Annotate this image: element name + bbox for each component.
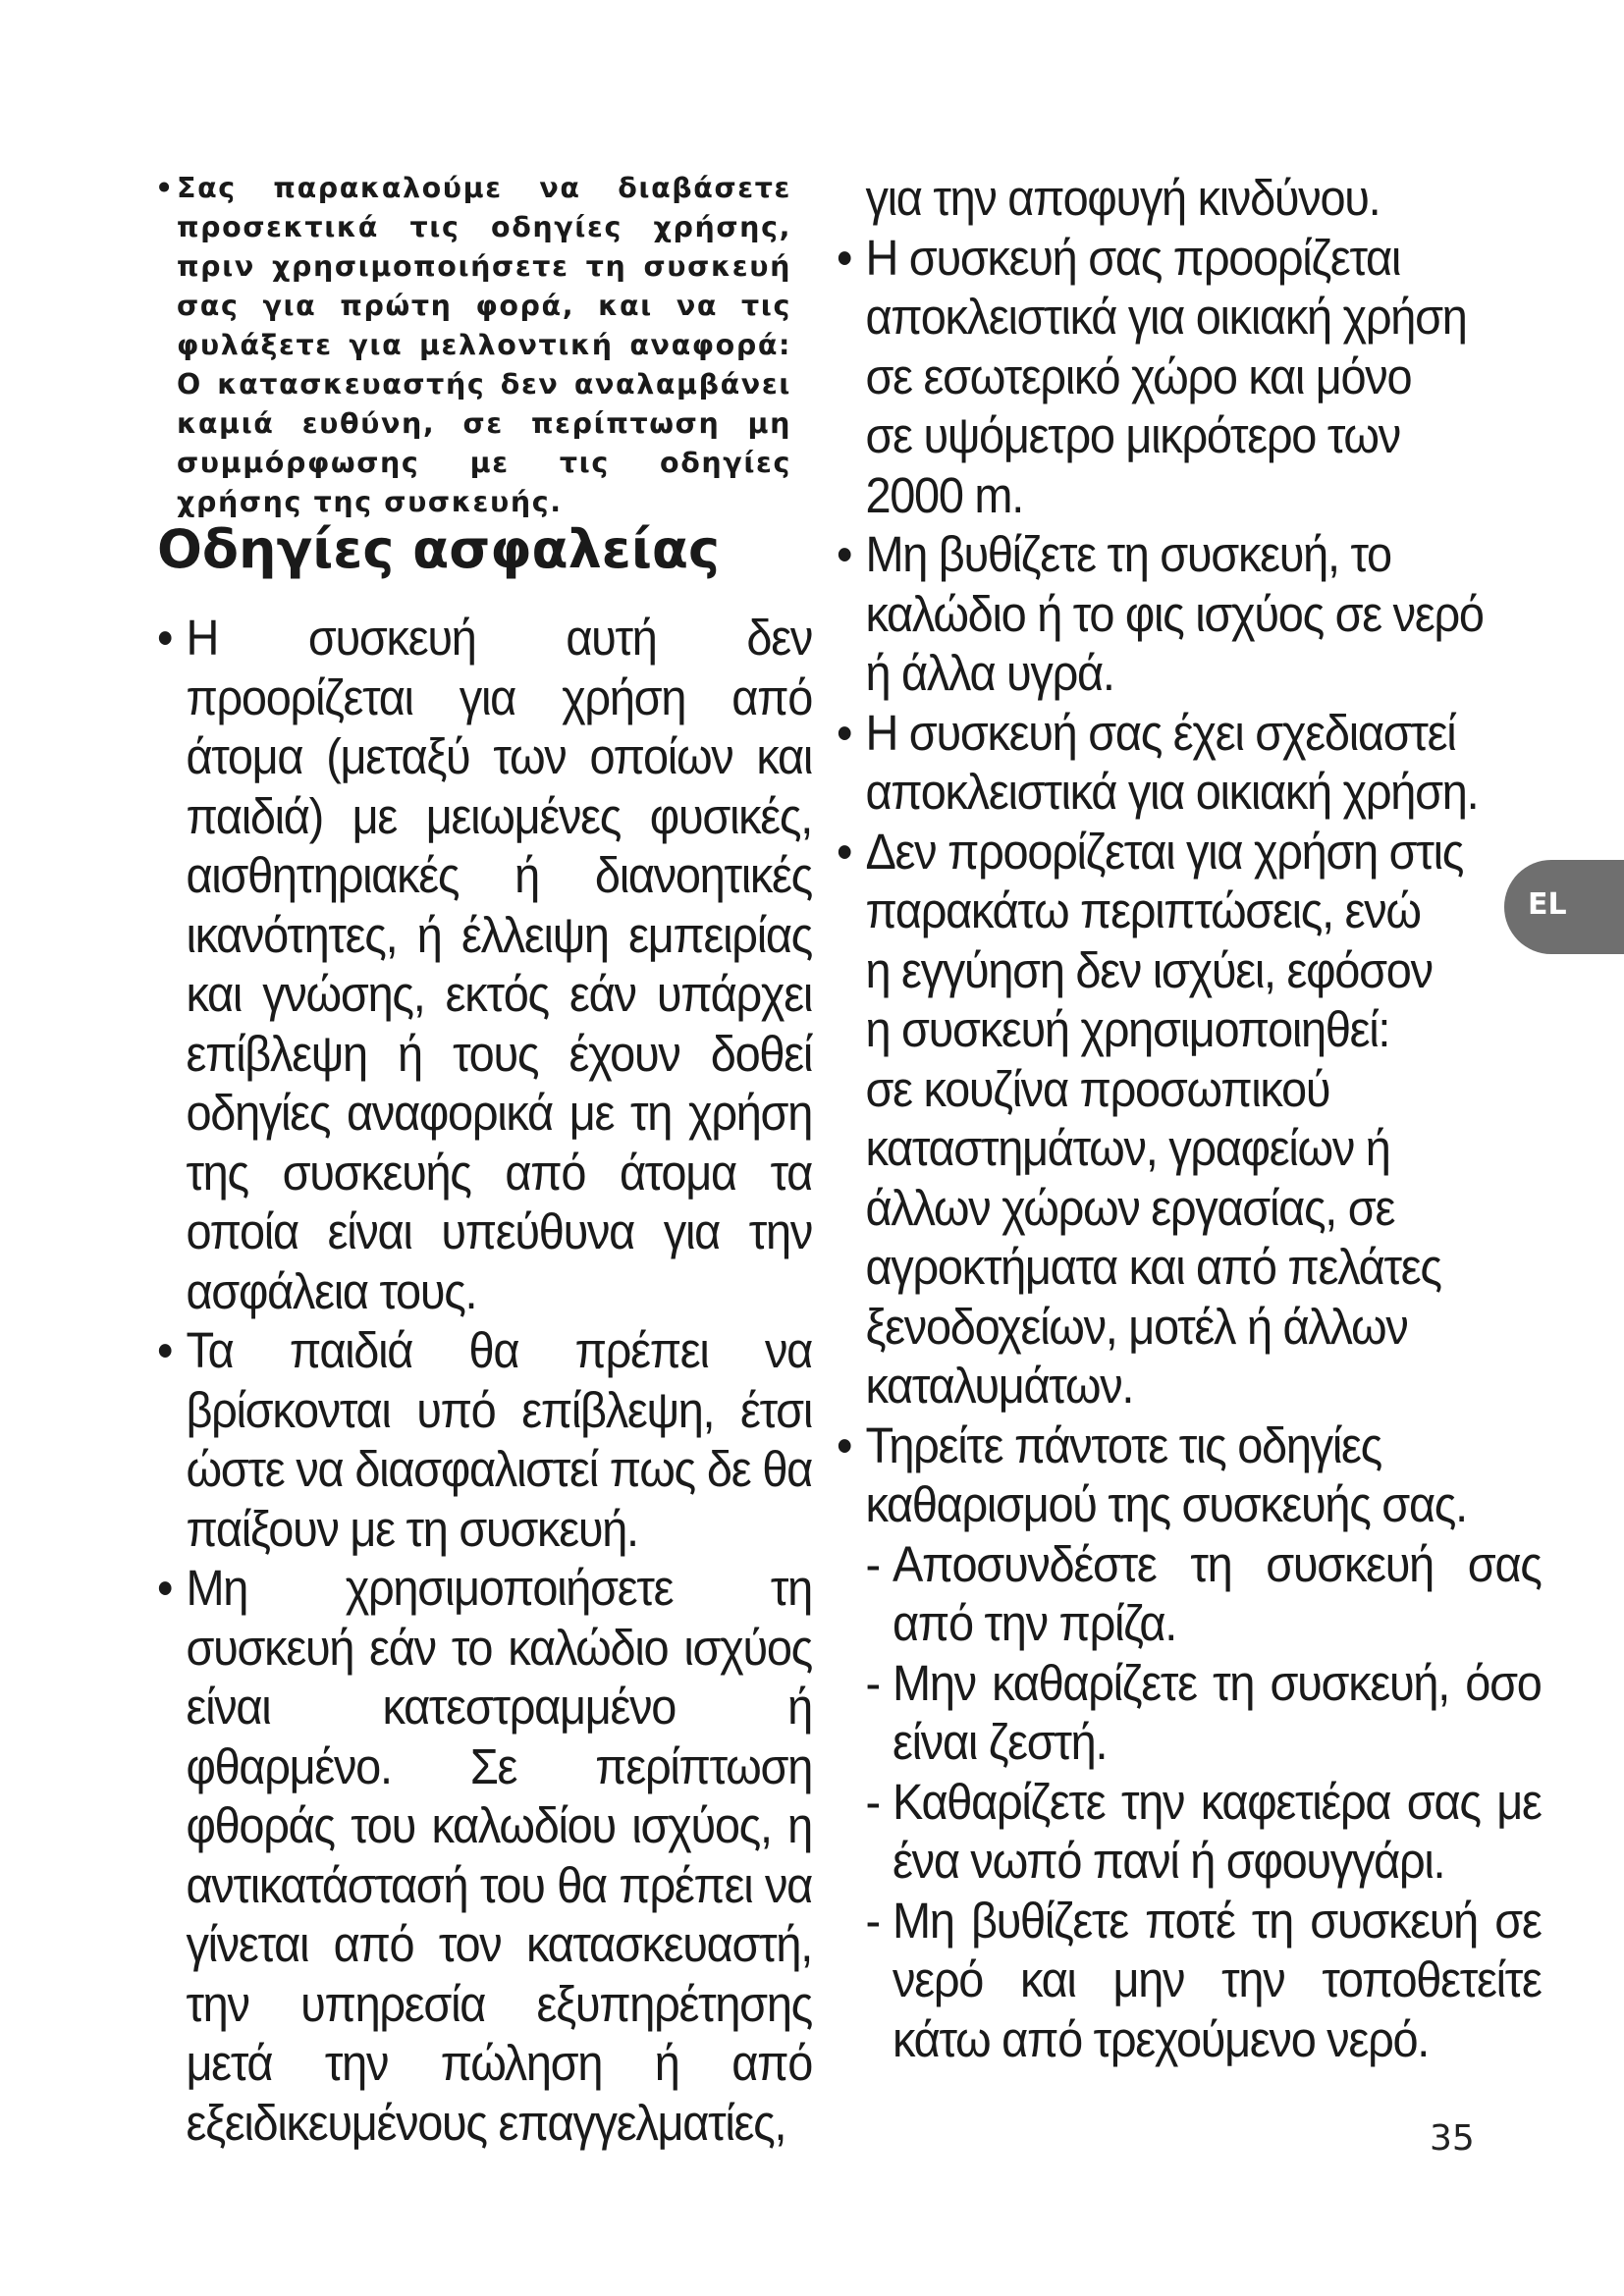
bullet-marker: • bbox=[837, 823, 852, 880]
section-heading: Οδηγίες ασφαλείας bbox=[157, 518, 721, 580]
cleaning-subitem bbox=[837, 1892, 1542, 2070]
cleaning-subitem bbox=[837, 1654, 1542, 1773]
item-line: η εγγύηση δεν ισχύει, εφόσον bbox=[865, 941, 1433, 998]
safety-item bbox=[837, 1416, 1542, 1535]
bullet-marker: • bbox=[837, 704, 852, 761]
bullet-marker: • bbox=[837, 1416, 852, 1473]
bullet-marker: • bbox=[837, 526, 852, 582]
cleaning-subitem bbox=[837, 1535, 1542, 1654]
bullet-marker: • bbox=[155, 172, 175, 204]
page-number: 35 bbox=[1430, 2118, 1475, 2159]
item-line: Μη βυθίζετε τη συσκευή, το bbox=[865, 526, 1391, 582]
item-line: Τηρείτε πάντοτε τις οδηγίες bbox=[865, 1416, 1381, 1473]
safety-item-text: Τα παιδιά θα πρέπει να βρίσκονται υπό επίβλεψη, έτσι ώστε να διασφαλιστεί πως δε θα παίξουν με τη συσκευή. bbox=[186, 1322, 812, 1557]
item-line: σε κουζίνα προσωπικού bbox=[865, 1060, 1330, 1117]
item-line: καταλυμάτων. bbox=[865, 1358, 1134, 1414]
safety-item bbox=[157, 609, 812, 1321]
dash-marker: - bbox=[865, 1654, 880, 1711]
item-line: Η συσκευή σας προορίζεται bbox=[865, 229, 1401, 286]
safety-item bbox=[157, 1321, 812, 1559]
subitem-text: Αποσυνδέστε τη συσκευή σας από την πρίζα. bbox=[893, 1535, 1542, 1651]
subitem-text: Καθαρίζετε την καφετιέρα σας με ένα νωπό πανί ή σφουγγάρι. bbox=[893, 1773, 1542, 1889]
bullet-marker: • bbox=[837, 229, 852, 286]
item-line: σε εσωτερικό χώρο και μόνο bbox=[865, 347, 1412, 404]
item-line: αγροκτήματα και από πελάτες bbox=[865, 1239, 1441, 1295]
safety-item-text: Μη χρησιμοποιήσετε τη συσκευή εάν το καλώδιο ισχύος είναι κατεστραμμένο ή φθαρμένο. Σε περίπτωση φθοράς του καλωδίου ισχύος, η αντικατάστασή του θα πρέπει να γίνεται από τον κατασκευαστή, την υπηρεσία εξυπηρέτησης μετά την πώληση ή από εξειδικευμένους επαγγελματίες, bbox=[186, 1560, 812, 2151]
right-column bbox=[837, 169, 1542, 2069]
item-line: παρακάτω περιπτώσεις, ενώ bbox=[865, 882, 1421, 938]
item-line: η συσκευή χρησιμοποιηθεί: bbox=[865, 1001, 1390, 1057]
cleaning-subitem bbox=[837, 1773, 1542, 1892]
item-line: ξενοδοχείων, μοτέλ ή άλλων bbox=[865, 1298, 1408, 1355]
item-line: σε υψόμετρο μικρότερο των bbox=[865, 407, 1400, 463]
intro-text: Σας παρακαλούμε να διαβάσετε προσεκτικά τις οδηγίες χρήσης, πριν χρησιμοποιήσετε τη συσκευή σας για πρώτη φορά, και να τις φυλάξετε για μελλοντική αναφορά: Ο κατασκευαστής δεν αναλαμβάνει καμιά ευθύνη, σε περίπτωση μη συμμόρφωσης με τις οδηγίες χρήσης της συσκευής. bbox=[177, 172, 791, 518]
dash-marker: - bbox=[865, 1892, 880, 1949]
item-line: Δεν προορίζεται για χρήση στις bbox=[865, 823, 1464, 880]
safety-item bbox=[837, 525, 1542, 704]
item-line: καταστημάτων, γραφείων ή bbox=[865, 1120, 1390, 1176]
safety-item bbox=[837, 823, 1542, 1416]
continued-text: για την αποφυγή κινδύνου. bbox=[865, 170, 1380, 226]
subitem-text: Μη βυθίζετε ποτέ τη συσκευή σε νερό και μην την τοποθετείτε κάτω από τρεχούμενο νερό. bbox=[893, 1892, 1542, 2067]
item-line: ή άλλα υγρά. bbox=[865, 645, 1114, 701]
bullet-marker: • bbox=[157, 610, 173, 666]
bullet-marker: • bbox=[157, 1560, 173, 1616]
language-tab bbox=[1504, 860, 1624, 954]
safety-item bbox=[837, 229, 1542, 526]
intro-notice bbox=[155, 169, 791, 522]
item-line: καθαρισμού της συσκευής σας. bbox=[865, 1476, 1467, 1532]
language-tab-label: EL bbox=[1528, 887, 1567, 922]
dash-marker: - bbox=[865, 1535, 880, 1592]
left-column bbox=[157, 609, 812, 2153]
dash-marker: - bbox=[865, 1773, 880, 1830]
item-line: καλώδιο ή το φις ισχύος σε νερό bbox=[865, 585, 1484, 642]
item-line: αποκλειστικά για οικιακή χρήση. bbox=[865, 764, 1479, 820]
subitem-text: Μην καθαρίζετε τη συσκευή, όσο είναι ζεστή. bbox=[893, 1654, 1542, 1770]
item-line: 2000 m. bbox=[865, 466, 1023, 523]
item-line: άλλων χώρων εργασίας, σε bbox=[865, 1179, 1395, 1236]
safety-item bbox=[157, 1559, 812, 2153]
item-line: αποκλειστικά για οικιακή χρήση bbox=[865, 289, 1467, 345]
safety-item-text: Η συσκευή αυτή δεν προορίζεται για χρήση από άτομα (μεταξύ των οποίων και παιδιά) με μειωμένες φυσικές, αισθητηριακές ή διανοητικές ικανότητες, ή έλλειψη εμπειρίας και γνώσης, εκτός εάν υπάρχει επίβλεψη ή τους έχουν δοθεί οδηγίες αναφορικά με τη χρήση της συσκευής από άτομα τα οποία είναι υπεύθυνα για την ασφάλεια τους. bbox=[186, 610, 812, 1319]
safety-item bbox=[837, 704, 1542, 823]
item-line: Η συσκευή σας έχει σχεδιαστεί bbox=[865, 704, 1456, 761]
bullet-marker: • bbox=[157, 1322, 173, 1378]
